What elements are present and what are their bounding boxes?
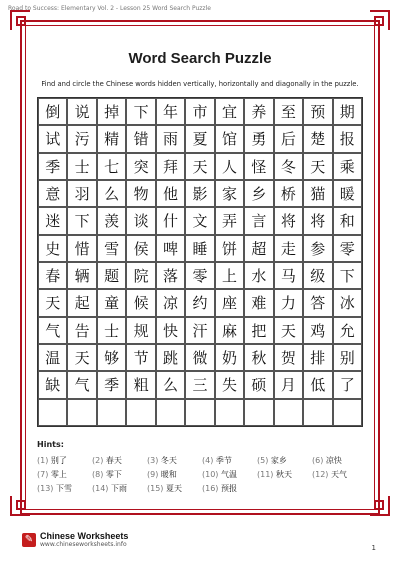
grid-cell[interactable]: 谈: [126, 207, 155, 234]
hint-number: (10): [202, 469, 219, 479]
grid-cell[interactable]: 羡: [97, 207, 126, 234]
grid-cell[interactable]: 春: [38, 262, 67, 289]
grid-cell[interactable]: 养: [244, 98, 273, 125]
hint-item: [37, 469, 92, 480]
grid-cell[interactable]: 节: [126, 344, 155, 371]
grid-cell[interactable]: 气: [38, 317, 67, 344]
hint-word: 春天: [105, 455, 122, 465]
grid-cell[interactable]: 士: [67, 153, 96, 180]
grid-cell[interactable]: 人: [215, 153, 244, 180]
grid-cell[interactable]: 冰: [333, 289, 362, 316]
grid-cell[interactable]: 错: [126, 125, 155, 152]
hint-number: (5): [257, 455, 269, 465]
hint-word: 气温: [220, 469, 237, 479]
grid-cell[interactable]: 天: [303, 153, 332, 180]
hint-row: [37, 467, 367, 481]
grid-cell[interactable]: 影: [185, 180, 214, 207]
hint-number: (16): [202, 483, 219, 493]
grid-cell[interactable]: 参: [303, 235, 332, 262]
grid-cell[interactable]: 天: [38, 289, 67, 316]
grid-cell[interactable]: 桥: [274, 180, 303, 207]
page-header: Road to Success: Elementary Vol. 2 - Lesson 25 Word Search Puzzle: [8, 5, 211, 12]
hint-word: 下雨: [110, 483, 127, 493]
grid-cell[interactable]: 天: [185, 153, 214, 180]
hint-number: (1): [37, 455, 49, 465]
grid-cell[interactable]: 啤: [156, 235, 185, 262]
grid-cell[interactable]: 下: [333, 262, 362, 289]
grid-cell[interactable]: 报: [333, 125, 362, 152]
hint-number: (13): [37, 483, 54, 493]
grid-cell[interactable]: [185, 399, 214, 426]
grid-cell[interactable]: 至: [274, 98, 303, 125]
grid-cell[interactable]: 季: [38, 153, 67, 180]
grid-cell[interactable]: 辆: [67, 262, 96, 289]
grid-cell[interactable]: 季: [97, 371, 126, 398]
grid-cell[interactable]: [97, 399, 126, 426]
grid-cell[interactable]: 快: [156, 317, 185, 344]
footer-brand: [22, 531, 128, 548]
grid-cell[interactable]: 微: [185, 344, 214, 371]
grid-cell[interactable]: 水: [244, 262, 273, 289]
grid-cell[interactable]: 汗: [185, 317, 214, 344]
grid-cell[interactable]: 物: [126, 180, 155, 207]
hint-item: [92, 455, 147, 466]
hint-number: (7): [37, 469, 49, 479]
hint-item: [147, 469, 202, 480]
grid-cell[interactable]: 凉: [156, 289, 185, 316]
grid-cell[interactable]: 麻: [215, 317, 244, 344]
grid-cell[interactable]: 马: [274, 262, 303, 289]
grid-cell[interactable]: [333, 399, 362, 426]
grid-cell[interactable]: 宜: [215, 98, 244, 125]
grid-cell[interactable]: 猫: [303, 180, 332, 207]
grid-cell[interactable]: 超: [244, 235, 273, 262]
grid-cell[interactable]: 惜: [67, 235, 96, 262]
grid-cell[interactable]: 力: [274, 289, 303, 316]
grid-cell[interactable]: 落: [156, 262, 185, 289]
hint-word: 天气: [330, 469, 347, 479]
hints-list: [37, 453, 367, 495]
grid-cell[interactable]: 三: [185, 371, 214, 398]
grid-cell[interactable]: 告: [67, 317, 96, 344]
grid-cell[interactable]: 失: [215, 371, 244, 398]
word-search-grid: [37, 97, 363, 427]
hint-item: [312, 469, 367, 480]
hint-item: [202, 483, 257, 494]
hint-item: [37, 455, 92, 466]
hint-number: (6): [312, 455, 324, 465]
grid-cell[interactable]: 夏: [185, 125, 214, 152]
grid-cell[interactable]: 气: [67, 371, 96, 398]
grid-cell[interactable]: 约: [185, 289, 214, 316]
grid-cell[interactable]: 年: [156, 98, 185, 125]
grid-cell[interactable]: 雨: [156, 125, 185, 152]
page-title: Word Search Puzzle: [128, 50, 272, 67]
corner-ornament-bottom-left: [10, 496, 30, 516]
grid-cell[interactable]: 精: [97, 125, 126, 152]
grid-cell[interactable]: 温: [38, 344, 67, 371]
grid-cell[interactable]: 了: [333, 371, 362, 398]
grid-cell[interactable]: 上: [215, 262, 244, 289]
hint-number: (3): [147, 455, 159, 465]
hint-word: 冬天: [160, 455, 177, 465]
grid-cell[interactable]: 座: [215, 289, 244, 316]
hints-title: Hints:: [37, 440, 64, 449]
grid-cell[interactable]: 勇: [244, 125, 273, 152]
grid-cell[interactable]: 乡: [244, 180, 273, 207]
hint-word: 暖和: [160, 469, 177, 479]
grid-cell[interactable]: 允: [333, 317, 362, 344]
grid-cell[interactable]: 文: [185, 207, 214, 234]
grid-cell[interactable]: 难: [244, 289, 273, 316]
grid-cell[interactable]: 污: [67, 125, 96, 152]
grid-cell[interactable]: 月: [274, 371, 303, 398]
grid-cell[interactable]: 么: [97, 180, 126, 207]
grid-cell[interactable]: 饼: [215, 235, 244, 262]
hint-item: [92, 469, 147, 480]
grid-cell[interactable]: 鸡: [303, 317, 332, 344]
grid-cell[interactable]: 跳: [156, 344, 185, 371]
hint-word: 下雪: [55, 483, 72, 493]
grid-cell[interactable]: 天: [274, 317, 303, 344]
hint-number: (9): [147, 469, 159, 479]
grid-cell[interactable]: 将: [274, 207, 303, 234]
hint-word: 零下: [105, 469, 122, 479]
grid-cell[interactable]: 怪: [244, 153, 273, 180]
hint-word: 别了: [50, 455, 67, 465]
grid-cell[interactable]: [215, 399, 244, 426]
hint-number: (12): [312, 469, 329, 479]
grid-cell[interactable]: 暖: [333, 180, 362, 207]
grid-cell[interactable]: [38, 399, 67, 426]
grid-cell[interactable]: 么: [156, 371, 185, 398]
grid-cell[interactable]: 级: [303, 262, 332, 289]
grid-cell[interactable]: 羽: [67, 180, 96, 207]
corner-ornament-top-right: [370, 10, 390, 30]
hint-item: [37, 483, 92, 494]
grid-cell[interactable]: 把: [244, 317, 273, 344]
hint-word: 预报: [220, 483, 237, 493]
hint-word: 凉快: [325, 455, 342, 465]
grid-cell[interactable]: 史: [38, 235, 67, 262]
grid-cell[interactable]: 试: [38, 125, 67, 152]
grid-cell[interactable]: 排: [303, 344, 332, 371]
grid-cell[interactable]: 士: [97, 317, 126, 344]
hint-item: [202, 469, 257, 480]
hint-item: [257, 455, 312, 466]
grid-cell[interactable]: 家: [215, 180, 244, 207]
grid-cell[interactable]: 硕: [244, 371, 273, 398]
grid-cell[interactable]: 侯: [126, 235, 155, 262]
grid-cell[interactable]: 馆: [215, 125, 244, 152]
grid-cell[interactable]: 院: [126, 262, 155, 289]
grid-cell[interactable]: 缺: [38, 371, 67, 398]
hint-number: (14): [92, 483, 109, 493]
grid-cell[interactable]: [126, 399, 155, 426]
corner-ornament-bottom-right: [370, 496, 390, 516]
grid-cell[interactable]: 意: [38, 180, 67, 207]
grid-cell[interactable]: [244, 399, 273, 426]
hint-number: (8): [92, 469, 104, 479]
grid-cell[interactable]: 和: [333, 207, 362, 234]
grid-cell[interactable]: 雪: [97, 235, 126, 262]
hint-item: [147, 483, 202, 494]
grid-cell[interactable]: 起: [67, 289, 96, 316]
grid-cell[interactable]: 倒: [38, 98, 67, 125]
hint-item: [92, 483, 147, 494]
corner-ornament-top-left: [10, 10, 30, 30]
hint-number: (11): [257, 469, 274, 479]
grid-cell[interactable]: 后: [274, 125, 303, 152]
page-number: 1: [371, 544, 376, 552]
grid-cell[interactable]: 弄: [215, 207, 244, 234]
grid-cell[interactable]: [303, 399, 332, 426]
hint-word: 秋天: [275, 469, 292, 479]
hint-row: [37, 481, 367, 495]
grid-cell[interactable]: 下: [67, 207, 96, 234]
grid-cell[interactable]: [67, 399, 96, 426]
grid-cell[interactable]: 秋: [244, 344, 273, 371]
grid-cell[interactable]: 七: [97, 153, 126, 180]
hint-word: 家乡: [270, 455, 287, 465]
grid-cell[interactable]: 贺: [274, 344, 303, 371]
book-logo-icon: ✎: [22, 533, 36, 547]
grid-cell[interactable]: 别: [333, 344, 362, 371]
instructions: Find and circle the Chinese words hidden vertically, horizontally and diagonally in the puzzle.: [41, 80, 359, 88]
grid-cell[interactable]: 候: [126, 289, 155, 316]
brand-name: Chinese Worksheets: [40, 531, 129, 541]
grid-cell[interactable]: 零: [185, 262, 214, 289]
hint-row: [37, 453, 367, 467]
hint-item: [202, 455, 257, 466]
grid-cell[interactable]: 市: [185, 98, 214, 125]
grid-cell[interactable]: 冬: [274, 153, 303, 180]
grid-cell[interactable]: 粗: [126, 371, 155, 398]
brand-url: www.chineseworksheets.info: [40, 541, 127, 548]
grid-cell[interactable]: 楚: [303, 125, 332, 152]
grid-cell[interactable]: 睡: [185, 235, 214, 262]
hint-number: (4): [202, 455, 214, 465]
grid-cell[interactable]: 低: [303, 371, 332, 398]
hint-number: (2): [92, 455, 104, 465]
grid-cell[interactable]: 规: [126, 317, 155, 344]
hint-word: 季节: [215, 455, 232, 465]
grid-cell[interactable]: 期: [333, 98, 362, 125]
grid-cell[interactable]: 天: [67, 344, 96, 371]
grid-cell[interactable]: 够: [97, 344, 126, 371]
hint-word: 夏天: [165, 483, 182, 493]
grid-cell[interactable]: 下: [126, 98, 155, 125]
grid-cell[interactable]: 走: [274, 235, 303, 262]
grid-cell[interactable]: 拜: [156, 153, 185, 180]
hint-number: (15): [147, 483, 164, 493]
hint-word: 零上: [50, 469, 67, 479]
hint-item: [257, 469, 312, 480]
grid-cell[interactable]: 言: [244, 207, 273, 234]
grid-cell[interactable]: 迷: [38, 207, 67, 234]
grid-cell[interactable]: 童: [97, 289, 126, 316]
grid-cell[interactable]: [274, 399, 303, 426]
grid-cell[interactable]: 将: [303, 207, 332, 234]
grid-cell[interactable]: 答: [303, 289, 332, 316]
grid-cell[interactable]: 奶: [215, 344, 244, 371]
grid-cell[interactable]: 说: [67, 98, 96, 125]
hint-item: [312, 455, 367, 466]
grid-cell[interactable]: 题: [97, 262, 126, 289]
grid-cell[interactable]: [156, 399, 185, 426]
hint-item: [147, 455, 202, 466]
grid-cell[interactable]: 预: [303, 98, 332, 125]
grid-cell[interactable]: 突: [126, 153, 155, 180]
grid-cell[interactable]: 他: [156, 180, 185, 207]
grid-cell[interactable]: 零: [333, 235, 362, 262]
grid-cell[interactable]: 乘: [333, 153, 362, 180]
grid-cell[interactable]: 掉: [97, 98, 126, 125]
grid-cell[interactable]: 什: [156, 207, 185, 234]
